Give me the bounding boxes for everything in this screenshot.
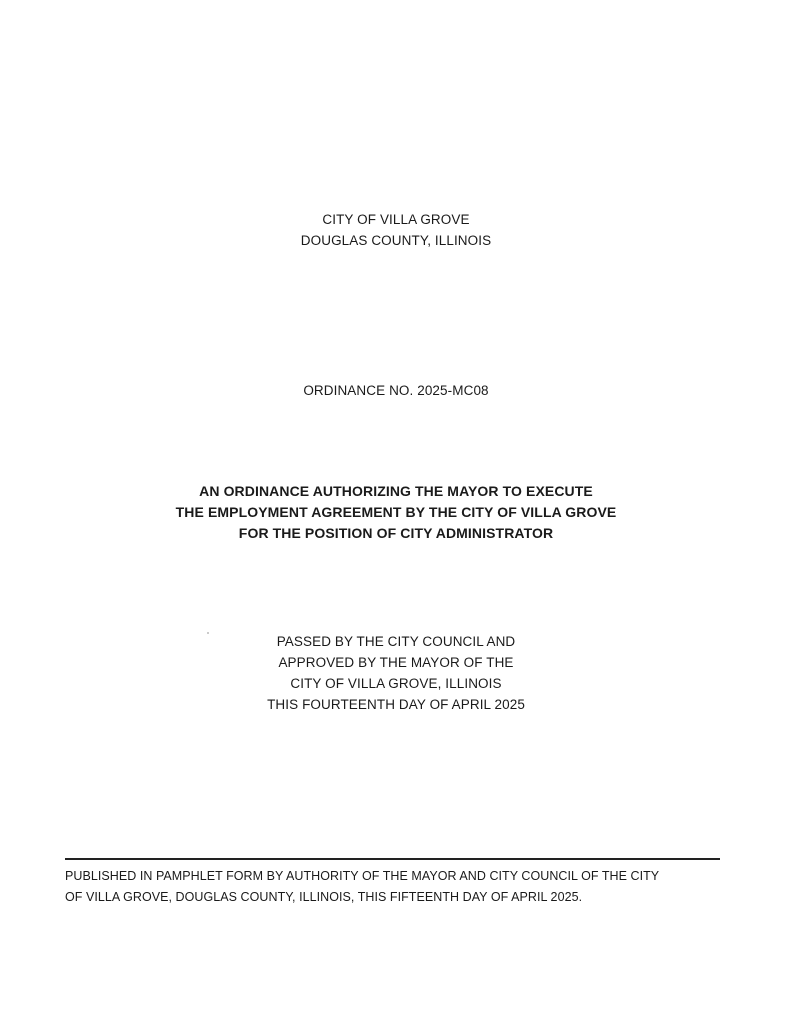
- publication-line: OF VILLA GROVE, DOUGLAS COUNTY, ILLINOIS, THIS FIFTEENTH DAY OF APRIL 2025.: [65, 890, 583, 904]
- passage-line: CITY OF VILLA GROVE, ILLINOIS: [290, 676, 502, 691]
- ordinance-number: ORDINANCE NO. 2025-MC08: [303, 383, 489, 398]
- ordinance-title-line: THE EMPLOYMENT AGREEMENT BY THE CITY OF VILLA GROVE: [175, 504, 617, 520]
- passage-line: PASSED BY THE CITY COUNCIL AND: [276, 634, 516, 649]
- passage-statement: [0, 631, 792, 715]
- publication-notice: [65, 866, 725, 908]
- ordinance-title-line: FOR THE POSITION OF CITY ADMINISTRATOR: [238, 525, 554, 541]
- ordinance-title: [0, 481, 792, 544]
- footer-divider: [65, 858, 720, 860]
- city-header: [0, 209, 792, 251]
- publication-line: PUBLISHED IN PAMPHLET FORM BY AUTHORITY OF THE MAYOR AND CITY COUNCIL OF THE CITY: [65, 869, 660, 883]
- passage-line: APPROVED BY THE MAYOR OF THE: [278, 655, 514, 670]
- county-name: DOUGLAS COUNTY, ILLINOIS: [300, 233, 492, 248]
- city-name: CITY OF VILLA GROVE: [322, 212, 470, 227]
- ordinance-title-line: AN ORDINANCE AUTHORIZING THE MAYOR TO EXECUTE: [199, 483, 593, 499]
- passage-line: THIS FOURTEENTH DAY OF APRIL 2025: [267, 697, 525, 712]
- ordinance-number-block: [0, 380, 792, 401]
